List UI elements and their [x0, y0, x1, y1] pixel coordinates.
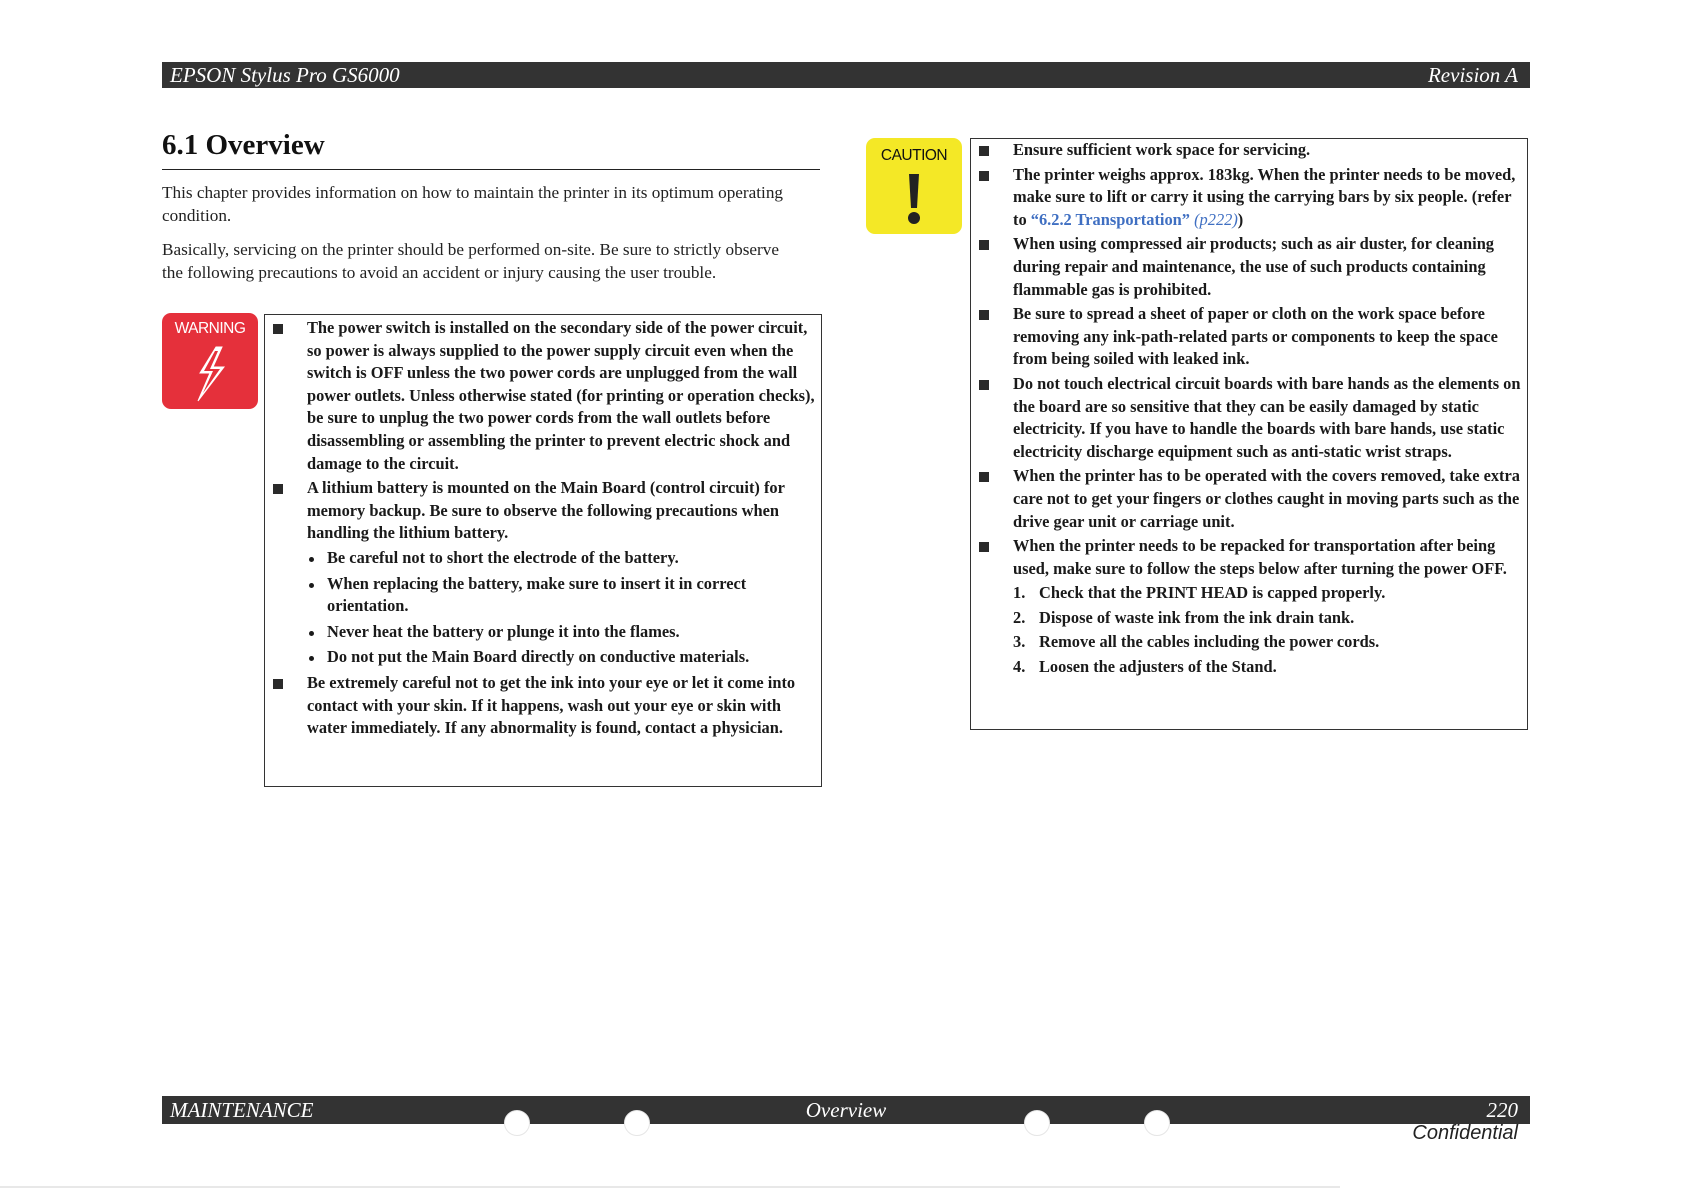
lightning-bolt-icon — [186, 345, 234, 403]
caution-item-text: When the printer needs to be repacked for transportation after being used, make sure to follow the steps below after turning the power OFF. — [1013, 536, 1507, 578]
confidential-label: Confidential — [1412, 1122, 1518, 1144]
scan-line — [0, 1186, 1340, 1188]
warning-item-ink-contact — [273, 672, 815, 740]
caution-icon — [866, 138, 962, 234]
list-item — [1013, 607, 1521, 630]
square-bullet-icon — [979, 542, 989, 552]
punch-hole — [1024, 1110, 1050, 1136]
battery-precautions-list — [307, 547, 815, 669]
transportation-page-link[interactable]: (p222) — [1194, 209, 1238, 229]
list-item: When replacing the battery, make sure to insert it in correct orientation. — [307, 573, 815, 618]
square-bullet-icon — [273, 679, 283, 689]
footer-bar — [162, 1096, 1530, 1124]
step-number: 3. — [1013, 632, 1026, 652]
warning-box — [264, 314, 822, 787]
page-number: 220 — [1486, 1098, 1518, 1122]
punch-hole — [504, 1110, 530, 1136]
list-item — [1013, 656, 1521, 679]
caution-icon-label: CAUTION — [880, 147, 948, 164]
precaution-paragraph: Basically, servicing on the printer should be performed on-site. Be sure to strictly observe the following precautions to avoid an accident or injury causing the user trouble. — [162, 240, 779, 282]
warning-item-text: The power switch is installed on the secondary side of the power circuit, so power is always supplied to the power supply circuit even when the switch is OFF unless the two power cords are unplugged from the wall power outlets. Unless otherwise stated (for printing or operation checks), be sure to unplug the two power cords from the wall outlets before disassembling or assembling the printer to prevent electric shock and damage to the circuit. — [307, 318, 815, 473]
list-item: Be careful not to short the electrode of the battery. — [307, 547, 815, 570]
section-title: 6.1 Overview — [162, 128, 820, 170]
exclamation-icon — [900, 174, 928, 226]
warning-item-lithium-battery — [273, 477, 815, 669]
caution-item-paper-sheet — [979, 303, 1521, 371]
punch-hole — [624, 1110, 650, 1136]
caution-item-compressed-air — [979, 233, 1521, 301]
revision-label: Revision A — [1427, 63, 1518, 87]
warning-item-power-switch — [273, 317, 815, 475]
square-bullet-icon — [979, 146, 989, 156]
caution-item-weight — [979, 164, 1521, 232]
list-item: Do not put the Main Board directly on conductive materials. — [307, 646, 815, 669]
step-text: Check that the PRINT HEAD is capped properly. — [1039, 583, 1386, 603]
caution-item-work-space — [979, 139, 1521, 162]
step-text: Loosen the adjusters of the Stand. — [1039, 657, 1277, 677]
caution-item-covers-removed — [979, 465, 1521, 533]
punch-hole — [1144, 1110, 1170, 1136]
step-number: 4. — [1013, 657, 1026, 677]
intro-paragraph: This chapter provides information on how to maintain the printer in its optimum operating condition. — [162, 183, 784, 225]
step-number: 1. — [1013, 583, 1026, 603]
step-text: Dispose of waste ink from the ink drain tank. — [1039, 607, 1355, 627]
header-bar — [162, 62, 1530, 88]
caution-box — [970, 138, 1528, 730]
square-bullet-icon — [979, 310, 989, 320]
caution-item-text: The printer weighs approx. 183kg. When the printer needs to be moved, make sure to lift or carry it using the carrying bars by six people. (refer to — [1013, 164, 1516, 229]
square-bullet-icon — [979, 380, 989, 390]
caution-item-text: Ensure sufficient work space for servicing. — [1013, 140, 1311, 159]
caution-item-text-end: ) — [1237, 209, 1244, 229]
caution-list — [979, 139, 1521, 679]
warning-item-text: A lithium battery is mounted on the Main Board (control circuit) for memory backup. Be sure to observe the following precautions when handling the lithium battery. — [307, 478, 785, 543]
list-item: Never heat the battery or plunge it into the flames. — [307, 621, 815, 644]
chapter-label: MAINTENANCE — [170, 1098, 314, 1122]
transportation-link[interactable]: “6.2.2 Transportation” — [1030, 209, 1190, 229]
caution-item-repacking — [979, 535, 1521, 679]
square-bullet-icon — [979, 240, 989, 250]
document-title: EPSON Stylus Pro GS6000 — [170, 63, 400, 87]
warning-icon-label: WARNING — [174, 320, 246, 337]
square-bullet-icon — [979, 171, 989, 181]
square-bullet-icon — [979, 472, 989, 482]
warning-list — [273, 317, 815, 740]
square-bullet-icon — [273, 484, 283, 494]
caution-item-static — [979, 373, 1521, 463]
step-number: 2. — [1013, 607, 1026, 627]
warning-icon — [162, 313, 258, 409]
section-label: Overview — [805, 1098, 887, 1122]
warning-item-text: Be extremely careful not to get the ink into your eye or let it come into contact with your skin. If it happens, wash out your eye or skin with water immediately. If any abnormality is found, contact a physician. — [307, 672, 796, 738]
list-item — [1013, 631, 1521, 654]
caution-item-text: When using compressed air products; such as air duster, for cleaning during repair and maintenance, the use of such products containing flammable gas is prohibited. — [1013, 234, 1495, 299]
step-text: Remove all the cables including the power cords. — [1039, 632, 1380, 652]
repacking-steps-list — [1013, 582, 1521, 678]
square-bullet-icon — [273, 324, 283, 334]
caution-item-text: When the printer has to be operated with the covers removed, take extra care not to get your fingers or clothes caught in moving parts such as the drive gear unit or carriage unit. — [1013, 466, 1520, 531]
list-item — [1013, 582, 1521, 605]
caution-item-text: Be sure to spread a sheet of paper or cloth on the work space before removing any ink-path-related parts or components to keep the space from being soiled with leaked ink. — [1013, 304, 1498, 369]
caution-item-text: Do not touch electrical circuit boards with bare hands as the elements on the board are so sensitive that they can be easily damaged by static electricity. If you have to handle the boards with bare hands, use static electricity discharge equipment such as anti-static wrist straps. — [1013, 373, 1521, 461]
